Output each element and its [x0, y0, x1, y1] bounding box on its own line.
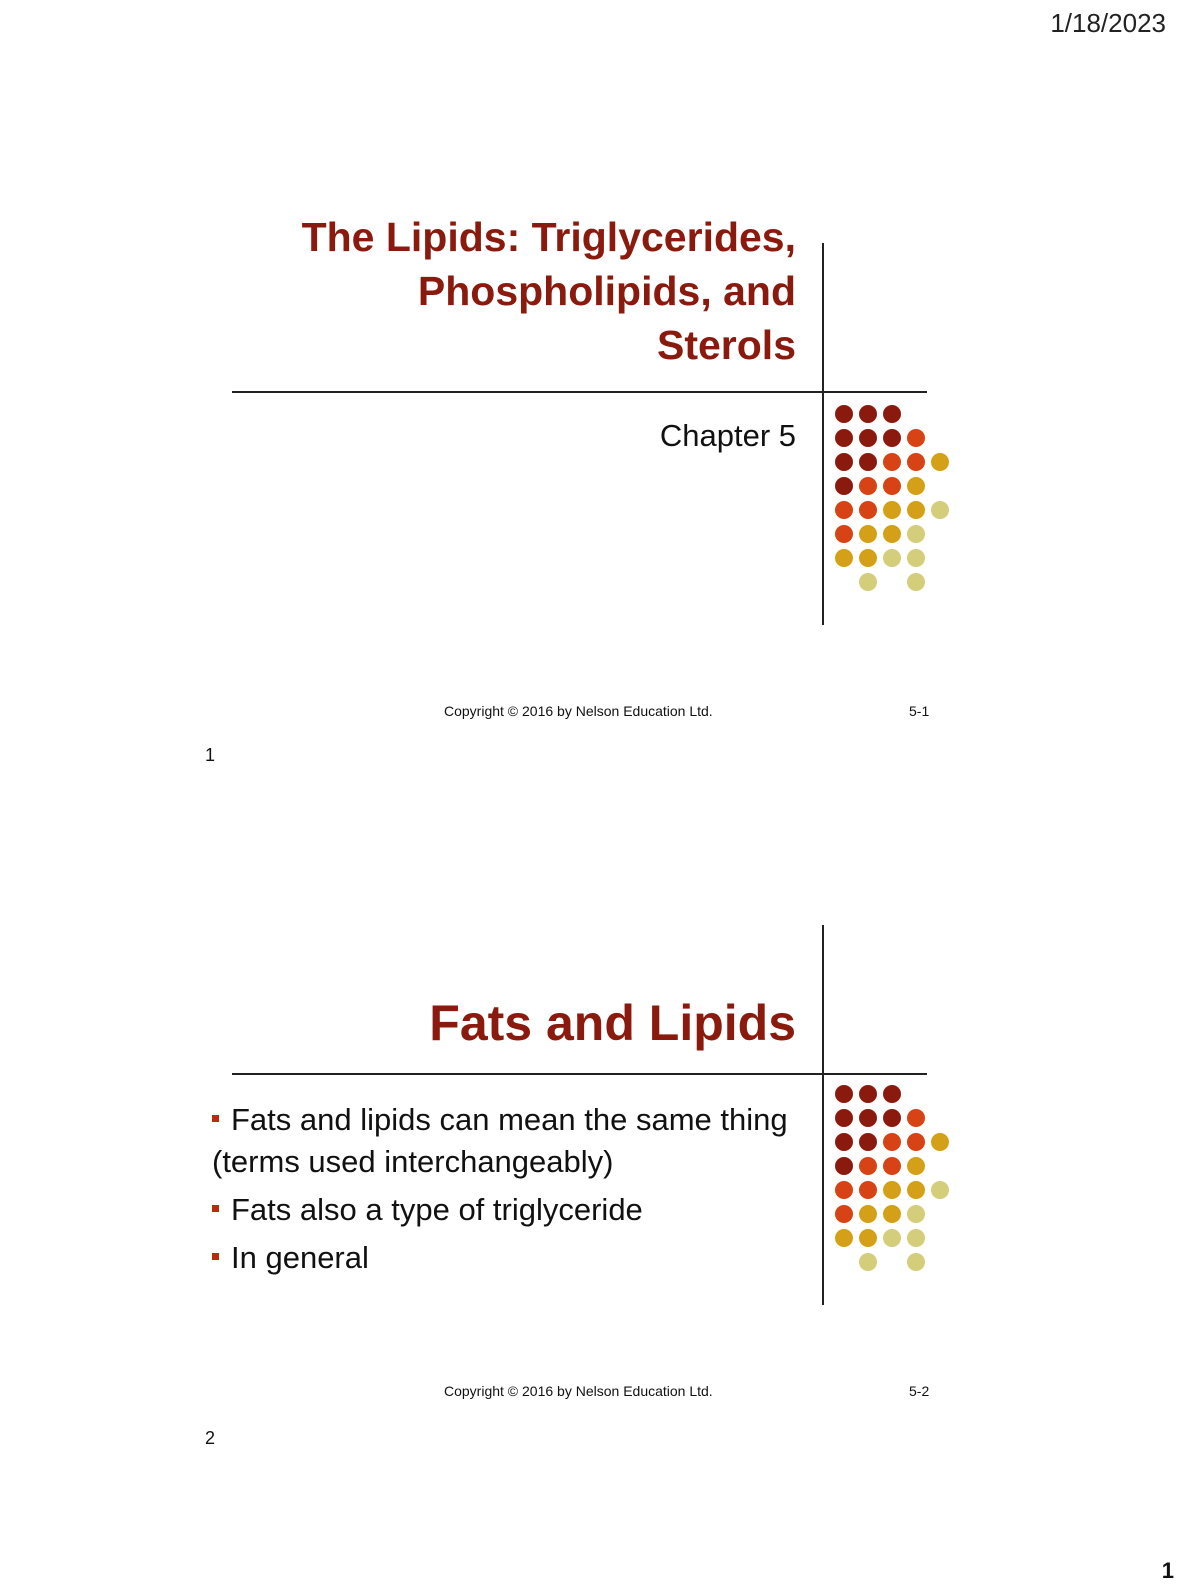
decorative-dot — [835, 429, 853, 447]
decorative-dot — [859, 525, 877, 543]
decorative-dot — [931, 501, 949, 519]
decorative-dot — [907, 1157, 925, 1175]
decorative-dot — [883, 525, 901, 543]
decorative-dot — [883, 453, 901, 471]
decorative-dot — [883, 1133, 901, 1151]
list-item — [212, 1237, 792, 1279]
decorative-dot — [907, 501, 925, 519]
decorative-dot — [907, 1181, 925, 1199]
list-item — [212, 1099, 792, 1183]
decorative-dot — [835, 501, 853, 519]
decorative-dot — [835, 1181, 853, 1199]
decorative-dot — [859, 1133, 877, 1151]
decorative-dot — [883, 405, 901, 423]
decorative-dot — [835, 549, 853, 567]
slide-2-title — [429, 993, 796, 1053]
decorative-dot — [907, 477, 925, 495]
decorative-dot — [883, 549, 901, 567]
bullet-text: In general — [231, 1240, 369, 1275]
decorative-dot — [907, 573, 925, 591]
slide-2-title-line-1: Fats and Lipids — [429, 995, 796, 1051]
slide-1 — [232, 210, 952, 750]
slide-2-index: 2 — [205, 1428, 216, 1448]
decorative-dot — [907, 1133, 925, 1151]
decorative-dot — [931, 1133, 949, 1151]
slide-1-footer: Copyright © 2016 by Nelson Education Ltd. — [444, 703, 713, 719]
decorative-dot — [931, 1181, 949, 1199]
decorative-dot — [907, 1229, 925, 1247]
slide-1-dot-grid — [835, 405, 975, 605]
slide-1-horizontal-divider — [232, 391, 927, 393]
decorative-dot — [859, 1205, 877, 1223]
decorative-dot — [883, 1157, 901, 1175]
decorative-dot — [859, 1181, 877, 1199]
decorative-dot — [883, 477, 901, 495]
slide-2-footer: Copyright © 2016 by Nelson Education Ltd. — [444, 1383, 713, 1399]
decorative-dot — [835, 477, 853, 495]
decorative-dot — [835, 1085, 853, 1103]
decorative-dot — [859, 1109, 877, 1127]
decorative-dot — [859, 405, 877, 423]
decorative-dot — [859, 501, 877, 519]
decorative-dot — [859, 1157, 877, 1175]
decorative-dot — [859, 1085, 877, 1103]
decorative-dot — [883, 501, 901, 519]
decorative-dot — [835, 525, 853, 543]
slide-1-title-line-1: The Lipids: Triglycerides, — [301, 214, 796, 260]
decorative-dot — [907, 429, 925, 447]
decorative-dot — [835, 1133, 853, 1151]
bullet-square-icon — [212, 1205, 219, 1212]
decorative-dot — [883, 1205, 901, 1223]
decorative-dot — [883, 1109, 901, 1127]
decorative-dot — [931, 453, 949, 471]
bullet-square-icon — [212, 1115, 219, 1122]
decorative-dot — [907, 453, 925, 471]
decorative-dot — [883, 429, 901, 447]
slide-2-vertical-divider — [822, 925, 824, 1305]
slide-1-title-line-2: Phospholipids, and — [417, 268, 796, 314]
decorative-dot — [907, 525, 925, 543]
slide-1-title — [302, 210, 796, 372]
bullet-square-icon — [212, 1253, 219, 1260]
decorative-dot — [907, 1109, 925, 1127]
decorative-dot — [835, 405, 853, 423]
decorative-dot — [835, 1205, 853, 1223]
bullet-text: Fats also a type of triglyceride — [231, 1192, 643, 1227]
decorative-dot — [859, 453, 877, 471]
decorative-dot — [859, 429, 877, 447]
decorative-dot — [835, 1109, 853, 1127]
decorative-dot — [835, 453, 853, 471]
decorative-dot — [859, 573, 877, 591]
slide-1-index: 1 — [205, 745, 216, 765]
list-item — [212, 1189, 792, 1231]
slide-2-bullet-list — [212, 1099, 792, 1285]
slide-1-title-line-3: Sterols — [657, 322, 796, 368]
slide-2-number: 5-2 — [909, 1383, 930, 1399]
decorative-dot — [907, 1253, 925, 1271]
slide-1-number: 5-1 — [909, 703, 930, 719]
decorative-dot — [859, 477, 877, 495]
slide-2-horizontal-divider — [232, 1073, 927, 1075]
decorative-dot — [835, 1157, 853, 1175]
slide-1-subtitle: Chapter 5 — [659, 418, 796, 453]
slide-2 — [212, 925, 952, 1445]
decorative-dot — [859, 549, 877, 567]
print-date: 1/18/2023 — [1050, 8, 1166, 38]
decorative-dot — [907, 549, 925, 567]
bullet-text: Fats and lipids can mean the same thing (terms used interchangeably) — [212, 1102, 788, 1179]
decorative-dot — [859, 1229, 877, 1247]
decorative-dot — [907, 1205, 925, 1223]
slide-2-dot-grid — [835, 1085, 975, 1285]
decorative-dot — [859, 1253, 877, 1271]
decorative-dot — [835, 1229, 853, 1247]
decorative-dot — [883, 1181, 901, 1199]
decorative-dot — [883, 1229, 901, 1247]
page-number: 1 — [1161, 1558, 1174, 1583]
decorative-dot — [883, 1085, 901, 1103]
slide-1-vertical-divider — [822, 243, 824, 625]
